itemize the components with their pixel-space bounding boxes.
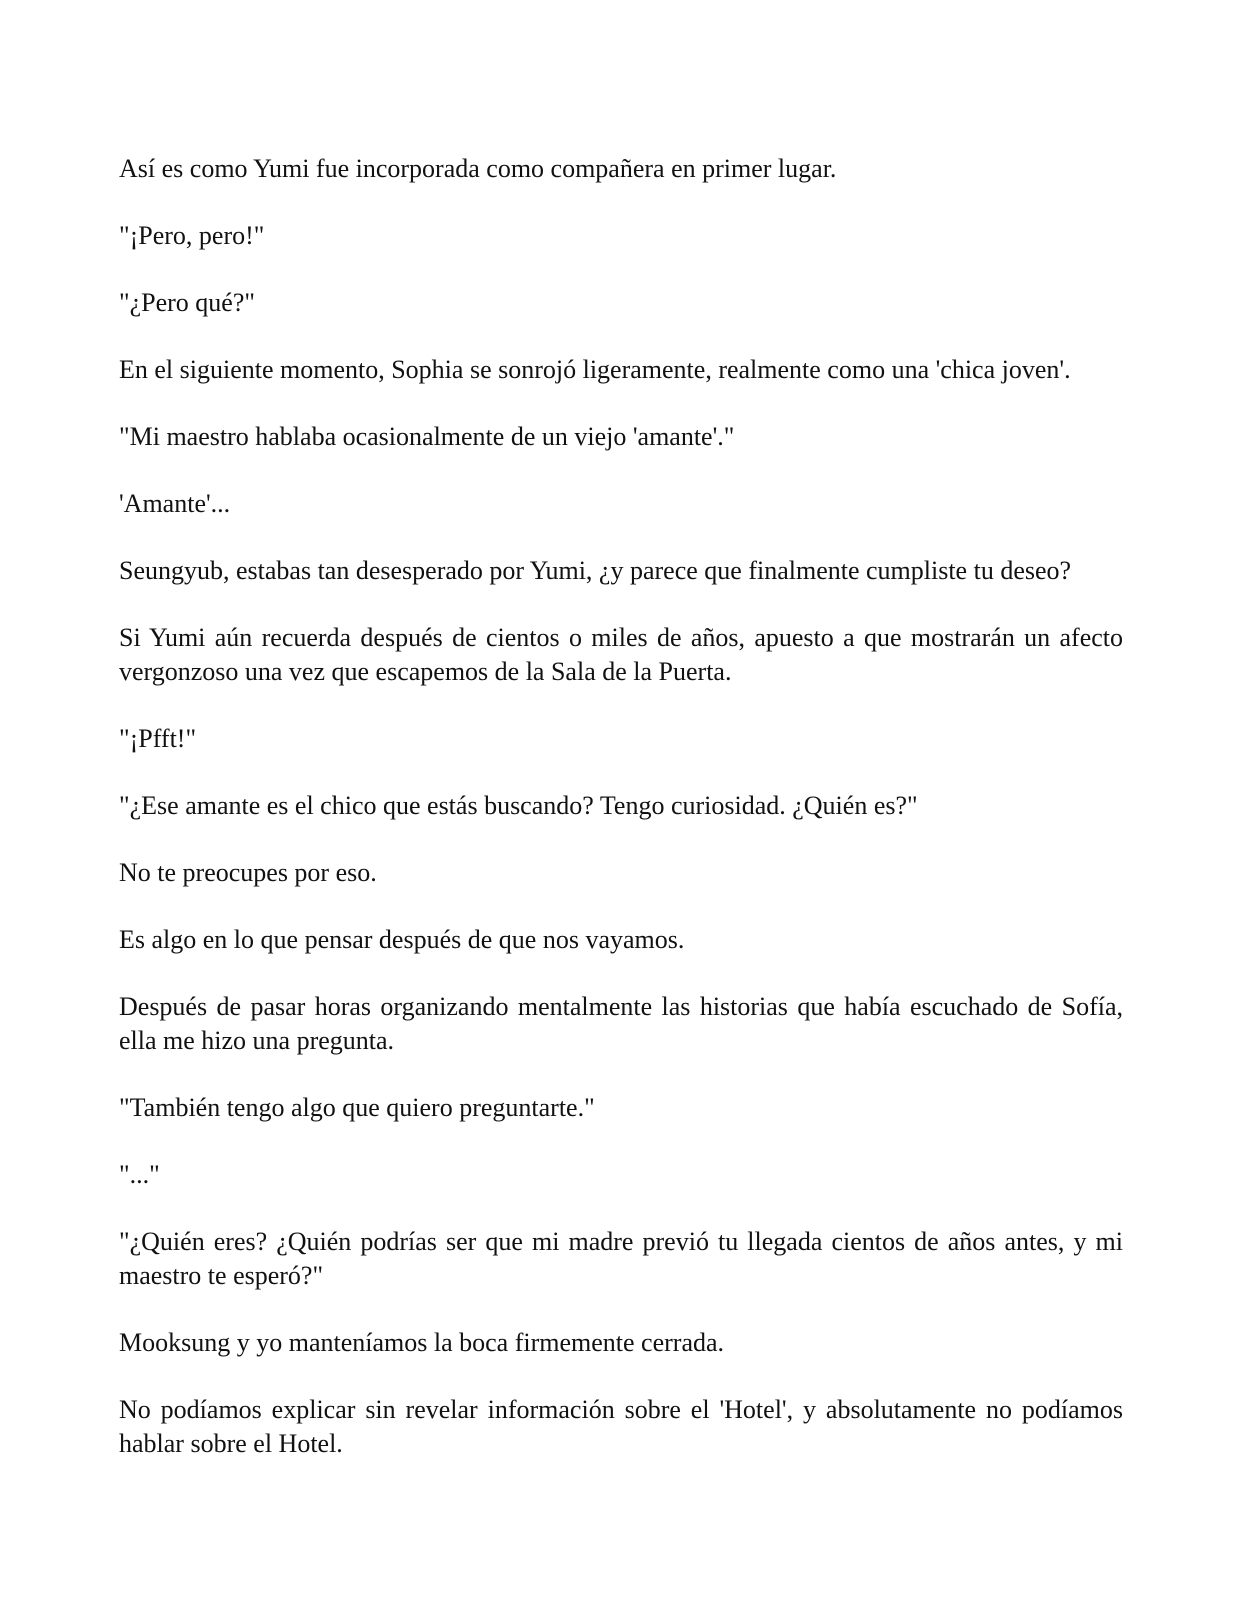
- paragraph-17: Mooksung y yo manteníamos la boca firmemente cerrada.: [119, 1328, 725, 1357]
- paragraph-13: Después de pasar horas organizando mentalmente las historias que había escuchado de Sofía, ella me hizo una pregunta.: [119, 992, 1123, 1055]
- paragraph-2: "¡Pero, pero!": [119, 221, 265, 250]
- paragraph-8: Si Yumi aún recuerda después de cientos o miles de años, apuesto a que mostrarán un afecto vergonzoso una vez que escapemos de la Sala de la Puerta.: [119, 623, 1123, 686]
- paragraph-18: No podíamos explicar sin revelar información sobre el 'Hotel', y absolutamente no podíamos hablar sobre el Hotel.: [119, 1395, 1123, 1458]
- paragraph-11: No te preocupes por eso.: [119, 858, 377, 887]
- paragraph-16: "¿Quién eres? ¿Quién podrías ser que mi madre previó tu llegada cientos de años antes, y mi maestro te esperó?": [119, 1227, 1123, 1290]
- paragraph-1: Así es como Yumi fue incorporada como compañera en primer lugar.: [119, 154, 837, 183]
- paragraph-4: En el siguiente momento, Sophia se sonrojó ligeramente, realmente como una 'chica joven'.: [119, 355, 1071, 384]
- paragraph-15: "...": [119, 1160, 160, 1189]
- paragraph-9: "¡Pfft!": [119, 724, 197, 753]
- paragraph-6: 'Amante'...: [119, 489, 231, 518]
- paragraph-14: "También tengo algo que quiero preguntarte.": [119, 1093, 595, 1122]
- paragraph-12: Es algo en lo que pensar después de que nos vayamos.: [119, 925, 685, 954]
- paragraph-10: "¿Ese amante es el chico que estás buscando? Tengo curiosidad. ¿Quién es?": [119, 791, 918, 820]
- paragraph-7: Seungyub, estabas tan desesperado por Yumi, ¿y parece que finalmente cumpliste tu deseo?: [119, 556, 1072, 585]
- paragraph-3: "¿Pero qué?": [119, 288, 256, 317]
- document-page: [119, 152, 1123, 1494]
- paragraph-5: "Mi maestro hablaba ocasionalmente de un viejo 'amante'.": [119, 422, 735, 451]
